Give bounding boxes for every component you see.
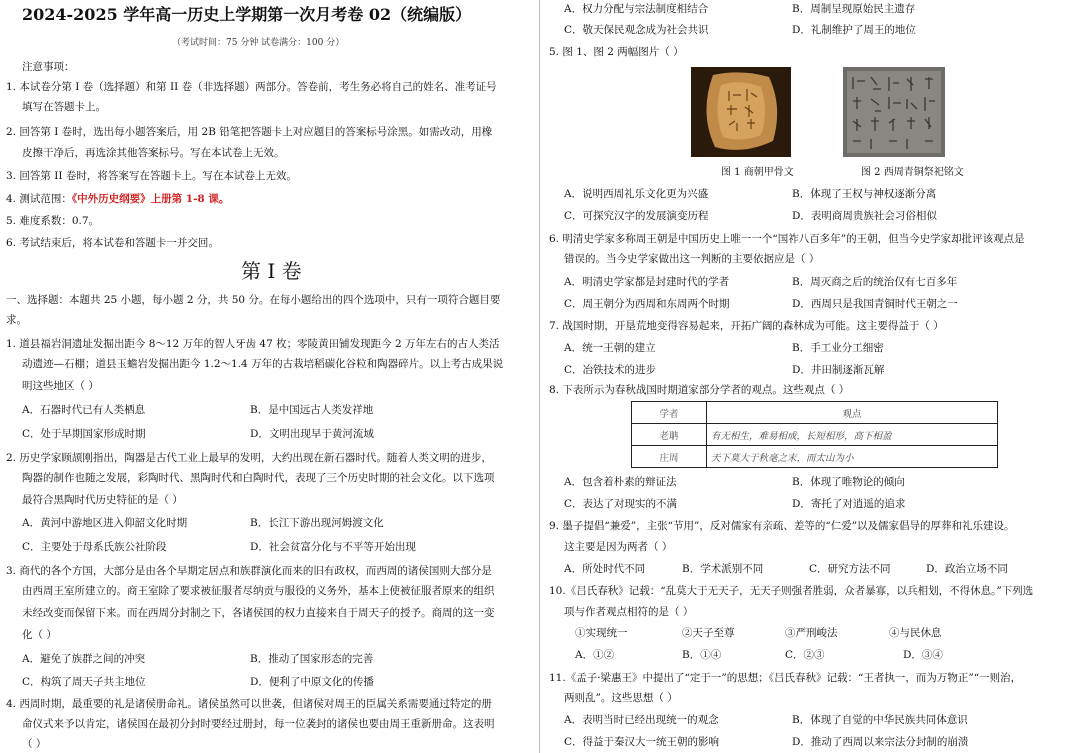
q4-option-d[interactable]: D．礼制维护了周王的地位 [792,24,916,36]
q8-option-b[interactable]: B．体现了唯物论的倾向 [792,476,905,488]
notes-heading: 注意事项： [22,61,75,73]
q2-stem: 2. 历史学家顾颉刚指出，陶器是古代工业上最早的发明，大约出现在新石器时代。随着人类文明的进步， [6,452,492,464]
table-row [632,446,998,468]
column-divider [539,0,540,753]
q11-option-a[interactable]: A．表明当时已经出现统一的观念 [564,714,719,726]
q6-option-a[interactable]: A．明清史学家都是封建时代的学者 [564,276,730,288]
q9-stem: 9. 墨子提倡“兼爱”，主张“节用”，反对儒家有亲疏、差等的“仁爱”以及儒家倡导的厚葬和礼乐建设。 [549,520,1015,532]
q3-stem: 由西周王室所建立的。商王室除了要求被征服者尽纳贡与服役的义务外，基本上使被征服者原来的组织 [22,585,495,597]
table-row [632,424,998,446]
q5-option-a[interactable]: A．说明西周礼乐文化更为兴盛 [564,188,709,200]
q1-stem: 明这些地区（ ） [22,380,99,392]
note-line: 皮擦干净后，再选涂其他答案标号。写在本试卷上无效。 [22,147,285,159]
q5-option-d[interactable]: D．表明商周贵族社会习俗相似 [792,210,937,222]
q3-option-d[interactable]: D．便利了中原文化的传播 [250,676,374,688]
q1-option-b[interactable]: B．是中国远古人类发祥地 [250,404,374,416]
note-line: 6. 考试结束后，将本试卷和答题卡一并交回。 [6,237,219,249]
q9-option-b[interactable]: B．学术派别不同 [682,563,764,575]
q4-stem: （ ） [22,738,47,750]
q3-stem: 未经改变而保留下来。而在西周分封制之下，各诸侯国的权力直接来自于周天子的授予。商周的这一变 [22,607,495,619]
note-line: 2. 回答第 I 卷时，选出每小题答案后，用 2B 铅笔把答题卡上对应题目的答案标号涂黑。如需改动，用橡 [6,126,493,138]
q11-option-b[interactable]: B．体现了自觉的中华民族共同体意识 [792,714,968,726]
q2-option-d[interactable]: D．社会贫富分化与不平等开始出现 [250,541,416,553]
q7-option-d[interactable]: D．井田制逐渐瓦解 [792,364,885,376]
q10-item: ③严刑峻法 [785,627,838,639]
q10-item: ①实现统一 [575,627,628,639]
q6-stem: 6. 明清史学家多称周王朝是中国历史上唯一一个“国祚八百多年”的王朝，但当今史学家却批评该观点是 [549,233,1025,245]
table-cell-scholar: 庄周 [632,446,707,468]
q4-option-b[interactable]: B．周制呈现原始民主遗存 [792,3,916,15]
q10-option-a[interactable]: A．①② [575,649,615,661]
scope-value: 《中外历史纲要》上册第 1-8 课。 [71,193,230,205]
q7-stem: 7. 战国时期，开垦荒地变得容易起来，开拓广阔的森林成为可能。这主要得益于（ ） [549,320,944,332]
q2-option-b[interactable]: B．长江下游出现河姆渡文化 [250,517,384,529]
q9-option-d[interactable]: D．政治立场不同 [926,563,1008,575]
q4-stem: 4. 西周时期，最重要的礼是诸侯册命礼。诸侯虽然可以世袭，但诸侯对周王的臣属关系需要通过特定的册 [6,698,492,710]
q9-stem: 这主要是因为两者（ ） [564,541,673,553]
q2-option-c[interactable]: C．主要处于母系氏族公社阶段 [22,541,167,553]
q3-option-b[interactable]: B．推动了国家形态的完善 [250,653,374,665]
q5-option-c[interactable]: C．可探究汉字的发展演变历程 [564,210,709,222]
q1-stem: 1. 道县福岩洞遗址发掘出距今 8～12 万年的智人牙齿 47 枚；零陵黄田铺发现距今 2 万年左右的古人类活 [6,338,500,350]
q6-option-d[interactable]: D．西周只是我国青铜时代王朝之一 [792,298,958,310]
q10-stem: 10.《吕氏春秋》记载：“乱莫大于无天子，无天子则强者胜弱，众者暴寡，以兵相划，不得休息。”下列选 [549,585,1034,597]
viewpoints-table [631,401,998,468]
q9-option-a[interactable]: A．所处时代不同 [564,563,646,575]
q7-option-b[interactable]: B．手工业分工细密 [792,342,884,354]
q5-stem: 5. 图 1、图 2 两幅图片（ ） [549,46,684,58]
q8-option-d[interactable]: D．寄托了对逍遥的追求 [792,498,906,510]
table-header-row [632,402,998,424]
q3-stem: 3. 商代的各个方国，大部分是由各个早期定居点和族群演化而来的旧有政权，而西周的诸侯国则大部分是 [6,565,492,577]
volume-title: 第 I 卷 [241,259,302,283]
q8-stem: 8. 下表所示为春秋战国时期道家部分学者的观点。这些观点（ ） [549,384,850,396]
scope-label: 4. 测试范围： [6,193,72,205]
q7-option-c[interactable]: C．冶铁技术的进步 [564,364,657,376]
q5-option-b[interactable]: B．体现了王权与神权逐渐分离 [792,188,937,200]
q10-item: ④与民休息 [889,627,942,639]
section-intro: 求。 [6,314,27,326]
table-header-scholar: 学者 [632,402,707,424]
q1-option-a[interactable]: A．石器时代已有人类栖息 [22,404,146,416]
q8-option-a[interactable]: A．包含着朴素的辩证法 [564,476,677,488]
q11-option-c[interactable]: C．得益于秦汉大一统王朝的影响 [564,736,720,748]
q1-stem: 动遗迹—石棚；道县玉蟾岩发掘出距今 1.2～1.4 万年的古栽培稻碳化谷粒和陶器碎片。以上考古成果说 [22,358,504,370]
exam-info: （考试时间：75 分钟 试卷满分：100 分） [172,38,345,48]
q6-stem: 错误的。当今史学家做出这一判断的主要依据应是（ ） [564,253,820,265]
q10-option-b[interactable]: B．①④ [682,649,722,661]
table-header-view: 观点 [707,402,998,424]
q6-option-b[interactable]: B．周灭商之后的统治仅有七百多年 [792,276,958,288]
q9-option-c[interactable]: C．研究方法不同 [809,563,891,575]
q10-option-d[interactable]: D．③④ [903,649,943,661]
table-cell-scholar: 老聃 [632,424,707,446]
table-cell-view: 天下莫大于秋毫之末，而太山为小 [707,446,998,468]
q3-stem: 化（ ） [22,629,57,641]
q1-option-d[interactable]: D．文明出现早于黄河流域 [250,428,374,440]
q10-option-c[interactable]: C．②③ [785,649,825,661]
q3-option-a[interactable]: A．避免了族群之间的冲突 [22,653,146,665]
q2-stem: 最符合黑陶时代历史特征的是（ ） [22,494,183,506]
q2-option-a[interactable]: A．黄河中游地区进入仰韶文化时期 [22,517,188,529]
q11-stem: 11.《孟子·梁惠王》中提出了“定于一”的思想；《吕氏春秋》记载：“王者执一，而为万物正”“一则治， [549,672,1022,684]
q1-option-c[interactable]: C．处于早期国家形成时期 [22,428,146,440]
note-line: 填写在答题卡上。 [22,101,106,113]
q4-option-c[interactable]: C．敬天保民观念成为社会共识 [564,24,709,36]
oracle-bone-image [691,67,791,157]
q3-option-c[interactable]: C．构筑了周天子共主地位 [22,676,146,688]
difficulty-line: 5. 难度系数：0.7。 [6,215,100,227]
bronze-inscription-image [843,67,945,157]
table-cell-view: 有无相生，难易相成，长短相形，高下相盈 [707,424,998,446]
q6-option-c[interactable]: C．周王朝分为西周和东周两个时期 [564,298,730,310]
figure1-caption: 图 1 商朝甲骨文 [721,167,794,178]
paper-title: 2024-2025 学年高一历史上学期第一次月考卷 02（统编版） [22,5,472,24]
q10-item: ②天子至尊 [682,627,735,639]
q7-option-a[interactable]: A．统一王朝的建立 [564,342,656,354]
q4-stem: 命仪式来予以肯定，诸侯国在最初分封时要经过册封，每一位袭封的诸侯也要由周王重新册命。这表明 [22,718,495,730]
q11-option-d[interactable]: D．推动了西周以来宗法分封制的崩溃 [792,736,969,748]
q2-stem: 陶器的制作也随之发展，彩陶时代、黑陶时代和白陶时代，表现了三个历史时期的社会文化。以下选项 [22,472,495,484]
q4-option-a[interactable]: A．权力分配与宗法制度相结合 [564,3,709,15]
note-line: 3. 回答第 II 卷时，将答案写在答题卡上。写在本试卷上无效。 [6,170,297,182]
q8-option-c[interactable]: C．表达了对现实的不满 [564,498,678,510]
q11-stem: 两则乱”。这些思想（ ） [564,692,678,704]
figure2-caption: 图 2 西周青铜祭祀铭文 [861,167,964,178]
section-intro: 一、选择题：本题共 25 小题，每小题 2 分，共 50 分。在每小题给出的四个选项中，只有一项符合题目要 [6,294,501,306]
scope-line [6,192,229,206]
note-line: 1. 本试卷分第 I 卷（选择题）和第 II 卷（非选择题）两部分。答卷前，考生务必将自己的姓名、准考证号 [6,81,497,93]
q10-stem: 项与作者观点相符的是（ ） [564,606,694,618]
